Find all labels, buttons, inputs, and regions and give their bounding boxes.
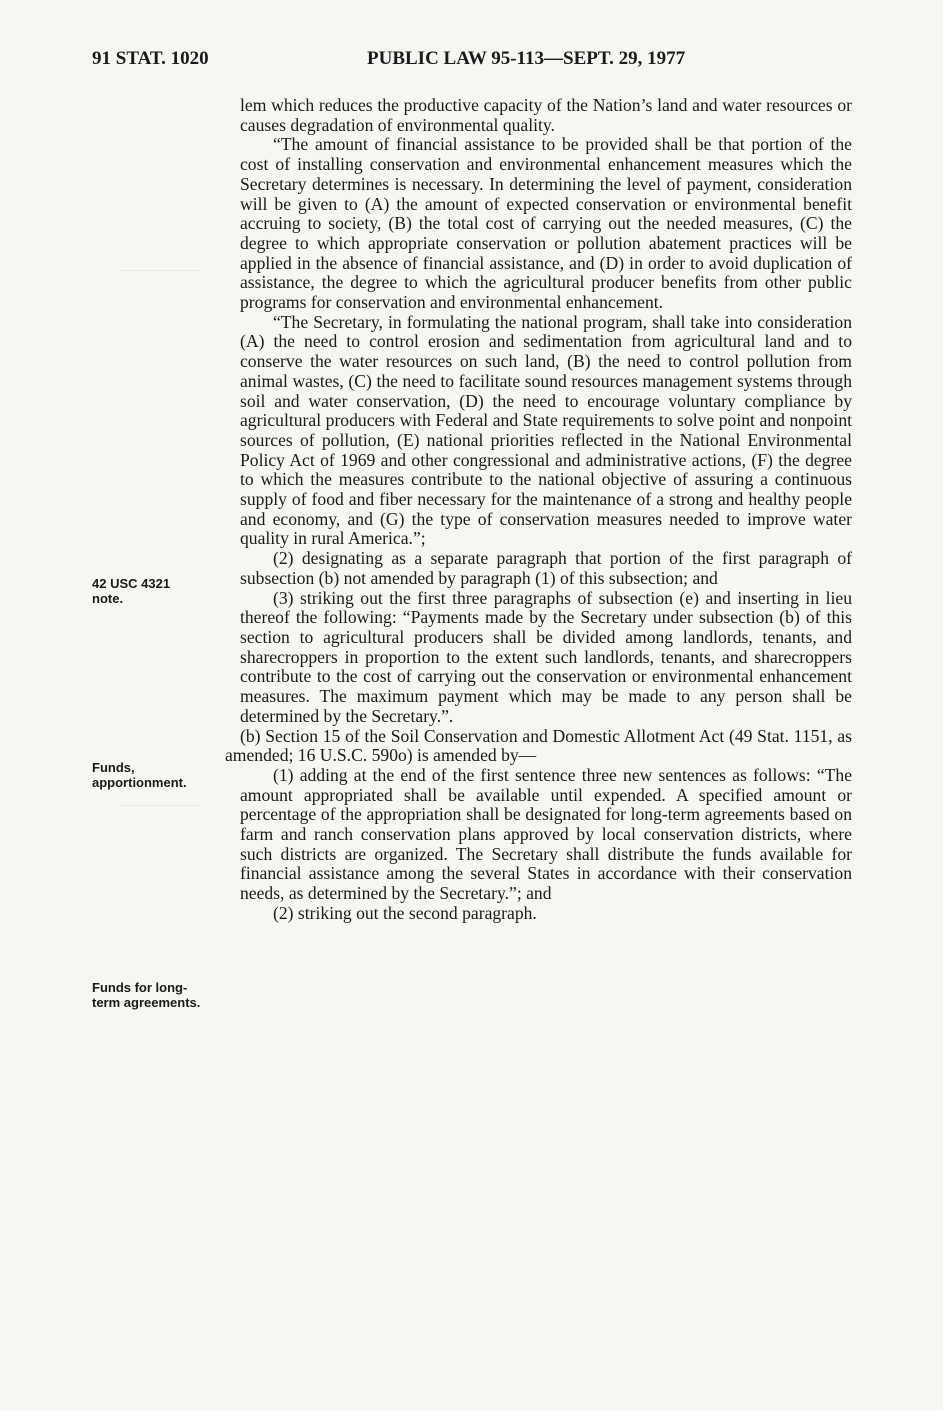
margin-note-funds-apportionment: Funds, apportionment. [92, 760, 187, 790]
paragraph-item-2-striking: (2) striking out the second paragraph. [273, 902, 537, 923]
paragraph-item-3: (3) striking out the first three paragraphs of subsection (e) and inserting in lieu thereof the following: “Payments made by the Secretary under subsection (b) of this section to agricultural producers shall be divided among landlords, tenants, and sharecroppers in proportion to the extent such landlords, tenants, and sharecroppers contribute to the cost of carrying out the conservation or environmental enhancement measures. The maximum payment which may be made to any person shall be determined by the Secretary.”. [240, 587, 852, 726]
page-header [92, 48, 852, 74]
paragraph-subsection-b: (b) Section 15 of the Soil Conservation and Domestic Allotment Act (49 Stat. 1151, as amended; 16 U.S.C. 590o) is amended by— [225, 725, 852, 766]
body-text [225, 95, 852, 924]
public-law-title: PUBLIC LAW 95-113—SEPT. 29, 1977 [367, 48, 686, 69]
margin-note-usc-reference: 42 USC 4321 note. [92, 576, 171, 606]
paragraph-item-2: (2) designating as a separate paragraph that portion of the first paragraph of subsection (b) not amended by paragraph (1) of this subsection; and [240, 548, 852, 588]
bleed-through-decoration [120, 805, 200, 818]
margin-note-long-term-agreements: Funds for long- term agreements. [92, 980, 201, 1010]
bleed-through-decoration [120, 270, 200, 283]
statute-page-number: 91 STAT. 1020 [92, 48, 209, 69]
paragraph-item-1-adding: (1) adding at the end of the first sentence three new sentences as follows: “The amount appropriated shall be available until expended. A specified amount or percentage of the appropriation shall be designated for long-term agreements based on farm and ranch conservation plans approved by local conservation districts, where such districts are organized. The Secretary shall distribute the funds available for financial assistance among the several States in accordance with their conservation needs, as determined by the Secretary.”; and [240, 764, 852, 904]
paragraph-financial-assistance: “The amount of financial assistance to be provided shall be that portion of the cost of installing conservation and environmental enhancement measures which the Secretary determines is necessary. In determining the level of payment, consideration will be given to (A) the amount of expected conservation or environmental benefit accruing to society, (B) the total cost of carrying out the needed measures, (C) the degree to which appropriate conservation or pollution abatement practices will be applied in the absence of financial assistance, and (D) in order to avoid duplication of assistance, the degree to which the agricultural producer benefits from other public programs for conservation and environmental enhancement. [240, 134, 852, 313]
paragraph-national-program: “The Secretary, in formulating the national program, shall take into consideration (A) the need to control erosion and sedimentation from agricultural land and to conserve the water resources on such land, (B) the need to control pollution from animal wastes, (C) the need to facilitate sound resources management systems through soil and water conservation, (D) the need to encourage voluntary compliance by agricultural producers with Federal and State requirements to solve point and nonpoint sources of pollution, (E) national priorities reflected in the National Environmental Policy Act of 1969 and other congressional and administrative actions, (F) the degree to which the measures contribute to the national objective of assuring a continuous supply of food and fiber necessary for the maintenance of a strong and healthy people and economy, and (G) the type of conservation measures needed to improve water quality in rural America.”; [240, 311, 852, 549]
paragraph-continuation: lem which reduces the productive capacity of the Nation’s land and water resources or causes degradation of environmental quality. [240, 95, 852, 135]
